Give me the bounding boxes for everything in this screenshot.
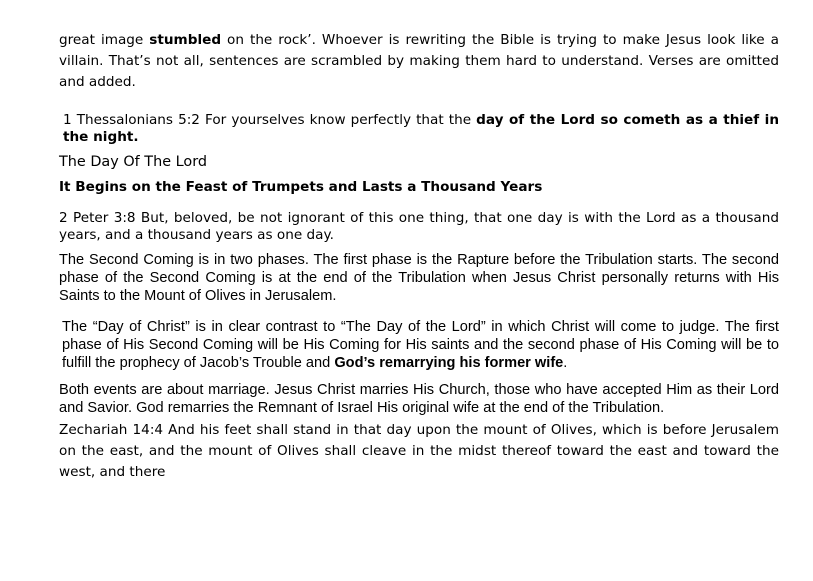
subheading-feast-of-trumpets: It Begins on the Feast of Trumpets and Lasts a Thousand Years bbox=[59, 179, 543, 195]
verse-2-peter: 2 Peter 3:8 But, beloved, be not ignorant of this one thing, that one day is with the Lord as a thousand years, and a thousand years as one day. bbox=[59, 210, 779, 243]
heading-day-of-the-lord: The Day Of The Lord bbox=[59, 154, 208, 170]
text-run: . bbox=[563, 355, 568, 371]
verse-zechariah: Zechariah 14:4 And his feet shall stand in that day upon the mount of Olives, which is before Jerusalem on the east, and the mount of Olives shall cleave in the midst thereof toward the east and toward the west, and there bbox=[59, 422, 779, 480]
paragraph-rewriting-bible bbox=[59, 30, 779, 93]
bold-text-run: stumbled bbox=[149, 32, 222, 48]
text-run: on the rock’. Whoever is rewriting the Bible is trying to make Jesus look like a villain. That’s not all, sentences are scrambled by making them hard to understand. Verses are omitted and added. bbox=[59, 32, 779, 90]
bold-text-run: God’s remarrying his former wife bbox=[334, 355, 564, 371]
paragraph-marriage: Both events are about marriage. Jesus Christ marries His Church, those who have accepted Him as their Lord and Savior. God remarries the Remnant of Israel His original wife at the end of the Tribulation. bbox=[59, 382, 779, 416]
document-page bbox=[59, 30, 779, 483]
paragraph-second-coming: The Second Coming is in two phases. The first phase is the Rapture before the Tribulation starts. The second phase of the Second Coming is at the end of the Tribulation when Jesus Christ personally returns with His Saints to the Mount of Olives in Jerusalem. bbox=[59, 252, 779, 304]
text-run: 1 Thessalonians 5:2 For yourselves know perfectly that the bbox=[63, 112, 477, 128]
text-run: great image bbox=[59, 32, 150, 48]
bold-text-run: day of the Lord so cometh as a thief in the night. bbox=[63, 112, 780, 145]
verse-1-thessalonians bbox=[59, 112, 779, 146]
text-run: The “Day of Christ” is in clear contrast to “The Day of the Lord” in which Christ will come to judge. The first phase of His Second Coming will be His Coming for His saints and the second phase of His Coming will be to fulfill the prophecy of Jacob’s Trouble and bbox=[62, 319, 779, 371]
paragraph-day-of-christ bbox=[59, 318, 779, 372]
